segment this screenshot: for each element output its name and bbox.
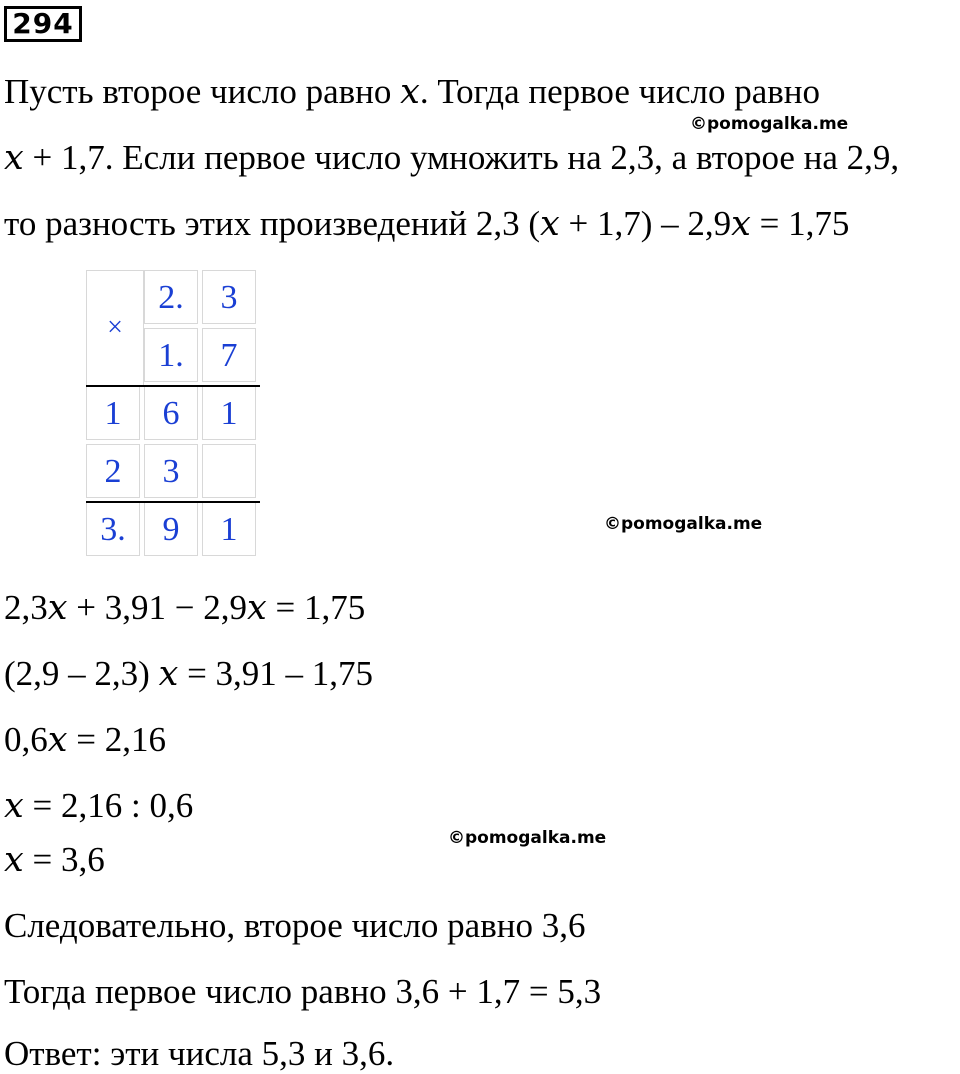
intro-line-1 bbox=[4, 72, 820, 112]
variable: x bbox=[246, 588, 267, 628]
text: Пусть второе число равно bbox=[4, 72, 401, 111]
variable: x bbox=[47, 720, 68, 760]
solution-step-4 bbox=[4, 786, 193, 826]
text: = 3,91 – 1,75 bbox=[178, 654, 374, 693]
variable: x bbox=[4, 138, 24, 178]
text: = 2,16 : 0,6 bbox=[23, 786, 194, 825]
variable: x bbox=[731, 204, 751, 244]
text: = 1,75 bbox=[266, 588, 366, 627]
watermark: ©pomogalka.me bbox=[690, 114, 849, 134]
variable: x bbox=[4, 840, 24, 880]
divider-line bbox=[86, 385, 260, 387]
intro-line-2 bbox=[4, 138, 899, 178]
grid-cell: 1. bbox=[144, 328, 198, 382]
text: то разность этих произведений 2,3 ( bbox=[4, 204, 541, 243]
grid-cell: 1 bbox=[202, 502, 256, 556]
divider-line bbox=[86, 501, 260, 503]
watermark: ©pomogalka.me bbox=[604, 514, 763, 534]
intro-line-3 bbox=[4, 204, 849, 244]
grid-cell: 2 bbox=[86, 444, 140, 498]
text: = 2,16 bbox=[67, 720, 166, 759]
text: (2,9 – 2,3) bbox=[4, 654, 159, 693]
multiply-sign: × bbox=[107, 312, 123, 343]
text: = 3,6 bbox=[23, 840, 105, 879]
multiplication-grid bbox=[86, 270, 260, 558]
variable: x bbox=[540, 204, 560, 244]
text: + 3,91 − 2,9 bbox=[67, 588, 247, 627]
solution-step-3 bbox=[4, 720, 166, 760]
watermark: ©pomogalka.me bbox=[448, 828, 607, 848]
text: . Тогда первое число равно bbox=[419, 72, 820, 111]
grid-cell: 7 bbox=[202, 328, 256, 382]
solution-step-5 bbox=[4, 840, 105, 880]
grid-cell: 9 bbox=[144, 502, 198, 556]
grid-cell: 2. bbox=[144, 270, 198, 324]
text: 2,3 bbox=[4, 588, 48, 627]
grid-cell: 3 bbox=[144, 444, 198, 498]
solution-step-1 bbox=[4, 588, 365, 628]
text: + 1,7. Если первое число умножить на 2,3, а второе на 2,9, bbox=[23, 138, 900, 177]
text: + 1,7) – 2,9 bbox=[559, 204, 732, 243]
grid-cell: 1 bbox=[86, 386, 140, 440]
grid-cell: 3. bbox=[86, 502, 140, 556]
answer: Ответ: эти числа 5,3 и 3,6. bbox=[4, 1034, 395, 1073]
variable: x bbox=[400, 72, 420, 112]
variable: x bbox=[4, 786, 24, 826]
text: = 1,75 bbox=[750, 204, 850, 243]
grid-cell bbox=[202, 444, 256, 498]
grid-cell: 3 bbox=[202, 270, 256, 324]
variable: x bbox=[47, 588, 68, 628]
grid-cell: 1 bbox=[202, 386, 256, 440]
solution-first-number: Тогда первое число равно 3,6 + 1,7 = 5,3 bbox=[4, 972, 602, 1011]
text: 0,6 bbox=[4, 720, 48, 759]
task-number: 294 bbox=[4, 6, 82, 42]
grid-cell: 6 bbox=[144, 386, 198, 440]
variable: x bbox=[158, 654, 179, 694]
solution-conclusion: Следовательно, второе число равно 3,6 bbox=[4, 906, 586, 945]
solution-step-2 bbox=[4, 654, 373, 694]
